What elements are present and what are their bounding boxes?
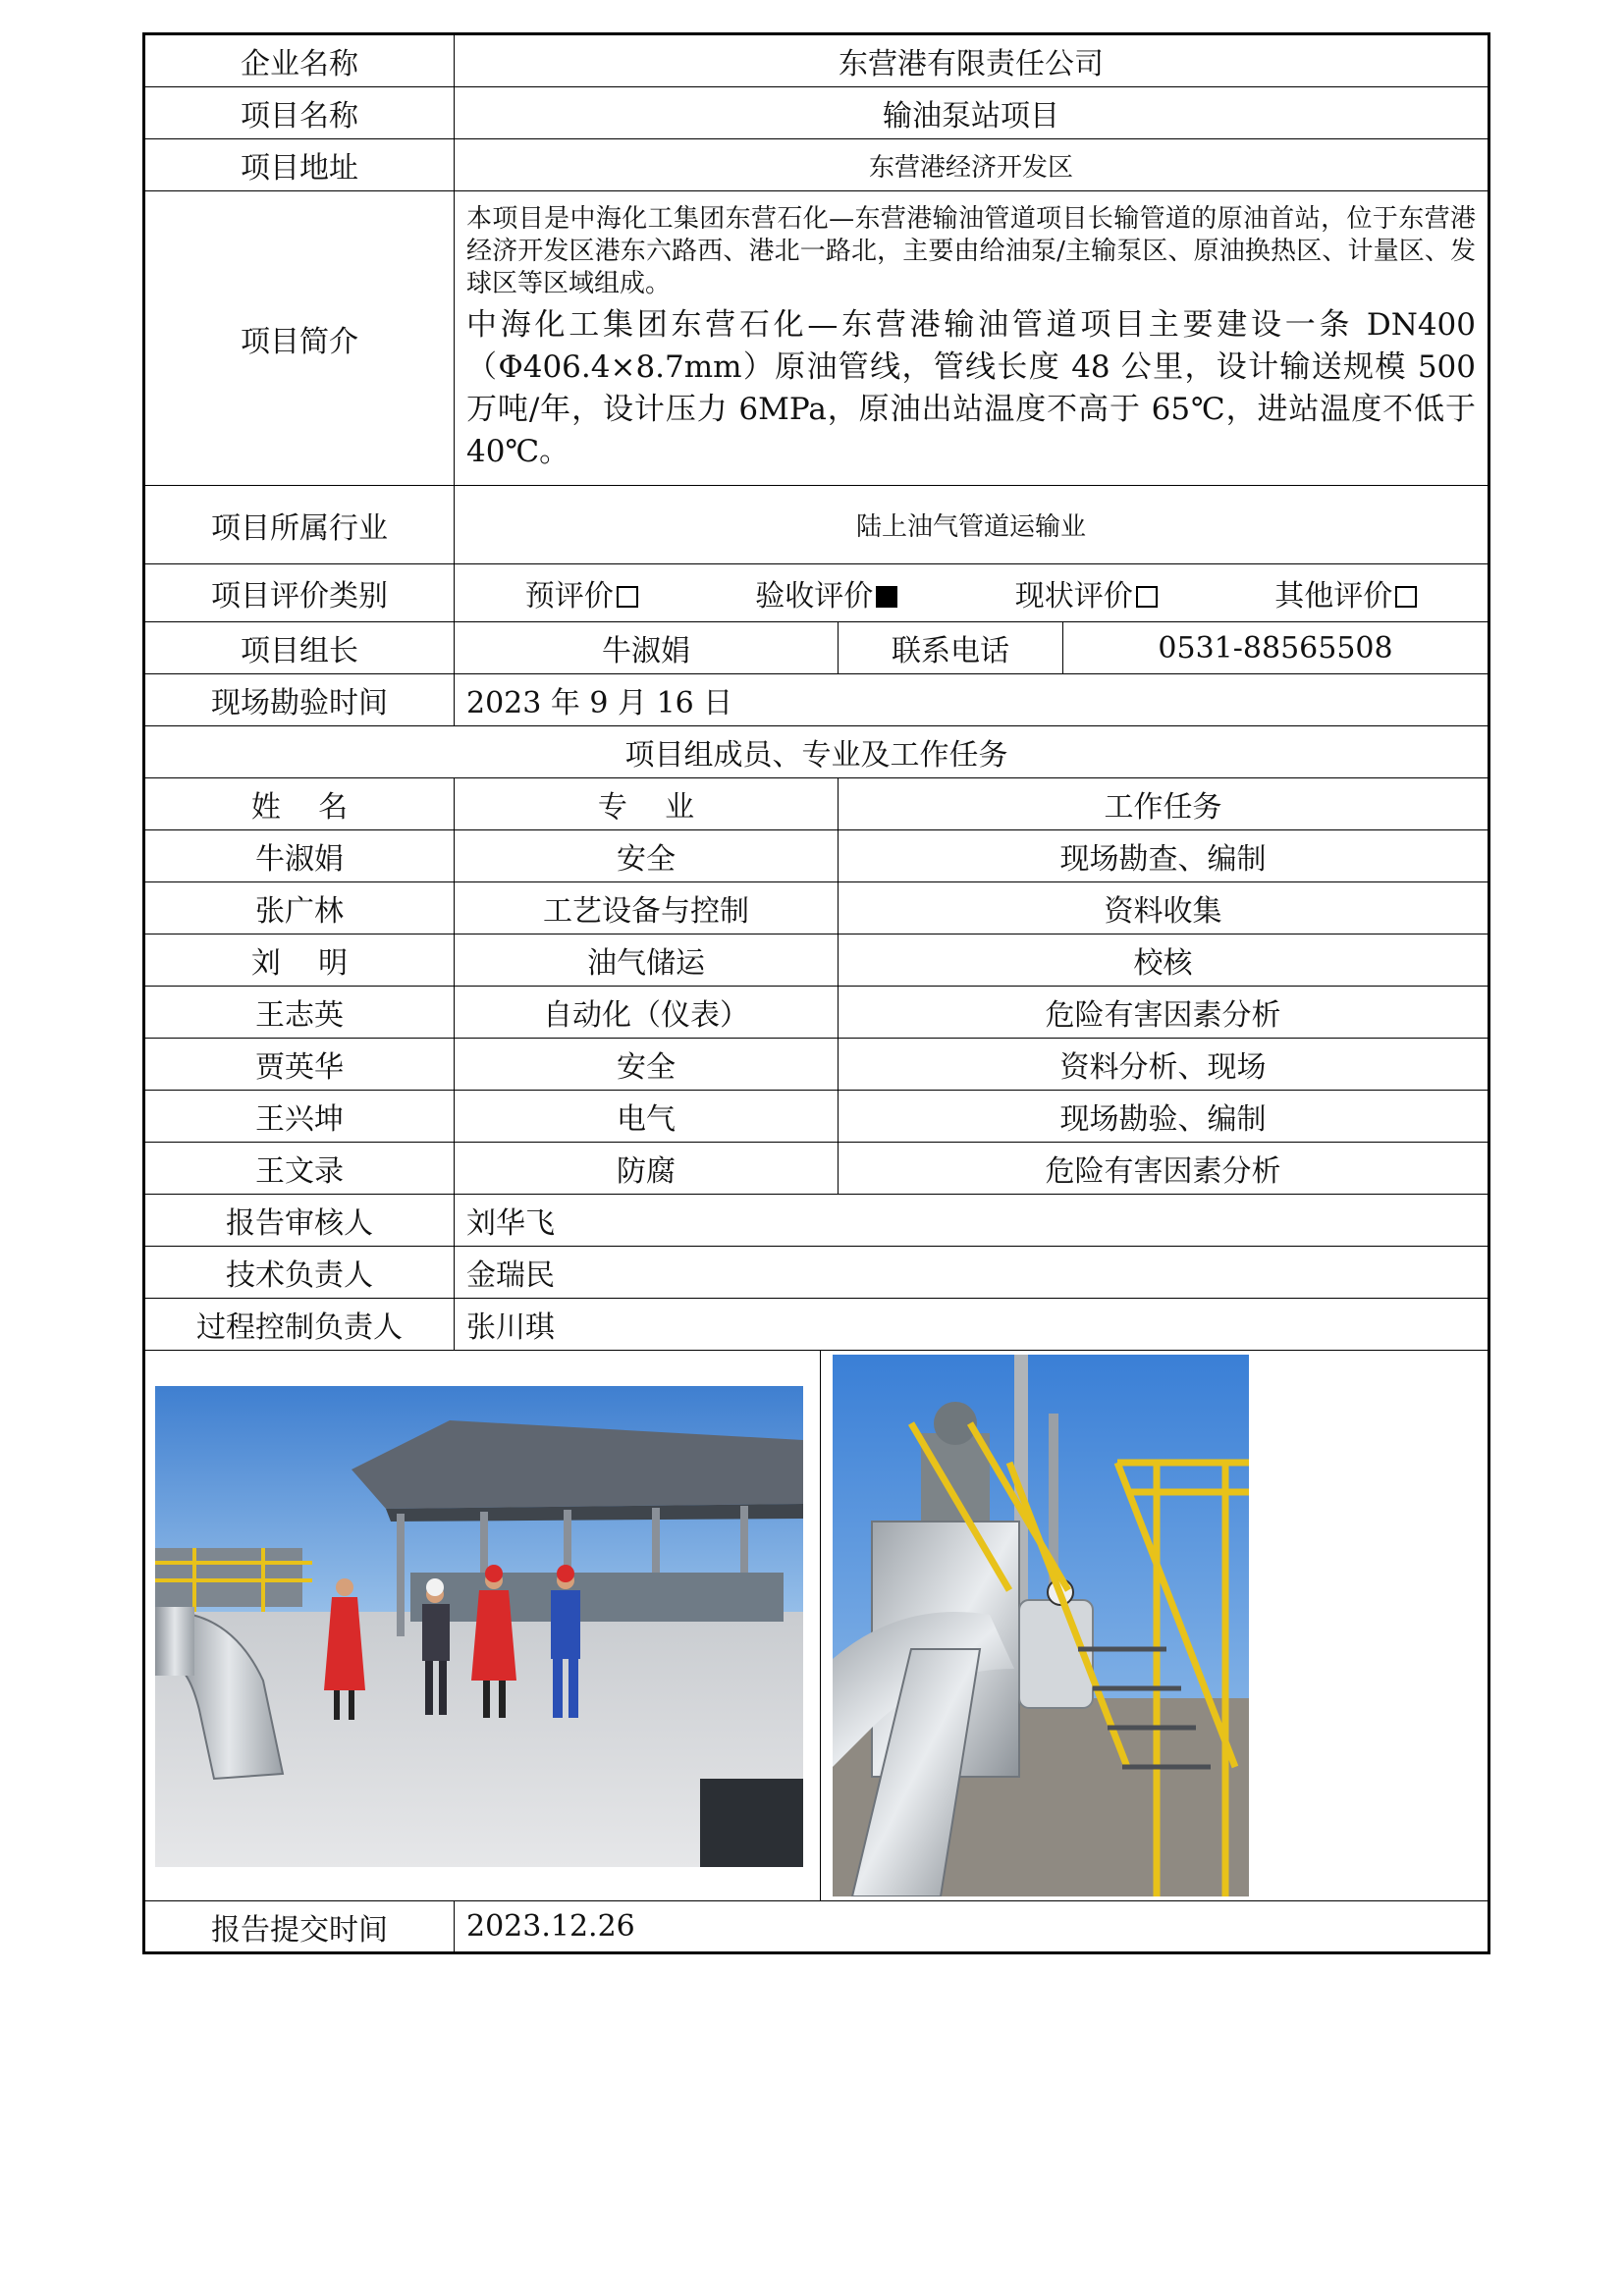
survey-time-row [144,674,1489,726]
table-row [144,882,1489,934]
project-name-label: 项目名称 [144,87,455,139]
member-task: 危险有害因素分析 [839,1143,1489,1195]
member-major: 油气储运 [455,934,839,987]
col-name-header: 姓 名 [144,778,455,830]
member-name: 王志英 [144,987,455,1039]
member-task: 危险有害因素分析 [839,987,1489,1039]
table-row [144,1039,1489,1091]
intro-paragraph-1: 本项目是中海化工集团东营石化—东营港输油管道项目长输管道的原油首站，位于东营港经济开发区港东六路西、港北一路北，主要由给油泵/主输泵区、原油换热区、计量区、发球区等区域组成。 [466,204,1476,298]
intro-paragraph-2: 中海化工集团东营石化—东营港输油管道项目主要建设一条 DN400（Φ406.4×8.7mm）原油管线，管线长度 48 公里，设计输送规模 500 万吨/年，设计压力 6MPa，原油出站温度不高于 65℃，进站温度不低于 40℃。 [466,307,1476,469]
submit-time-row [144,1901,1489,1953]
team-header: 项目组成员、专业及工作任务 [144,726,1489,778]
project-name-value: 输油泵站项目 [455,87,1489,139]
address-value: 东营港经济开发区 [455,139,1489,191]
eval-option-other: 其他评价 [1274,571,1417,614]
reviewer-row [144,1195,1489,1247]
member-major: 工艺设备与控制 [455,882,839,934]
project-name-row [144,87,1489,139]
member-major: 防腐 [455,1143,839,1195]
process-row [144,1299,1489,1351]
table-row [144,987,1489,1039]
table-row [144,1143,1489,1195]
member-major: 自动化（仪表） [455,987,839,1039]
eval-type-options [455,564,1489,622]
site-photo-pipeline [833,1355,1249,1896]
tech-row [144,1247,1489,1299]
member-task: 资料分析、现场 [839,1039,1489,1091]
team-header-row [144,726,1489,778]
table-row [144,830,1489,882]
col-task-header: 工作任务 [839,778,1489,830]
photos-row [144,1351,1489,1901]
reviewer-value: 刘华飞 [455,1195,1489,1247]
member-major: 安全 [455,1039,839,1091]
industry-row [144,486,1489,564]
leader-value: 牛淑娟 [455,622,839,674]
submit-time-label: 报告提交时间 [144,1901,455,1953]
industry-label: 项目所属行业 [144,486,455,564]
photo-divider [820,1351,821,1900]
member-name: 牛淑娟 [144,830,455,882]
member-task: 现场勘验、编制 [839,1091,1489,1143]
member-name: 贾英华 [144,1039,455,1091]
process-label: 过程控制负责人 [144,1299,455,1351]
checkbox-acceptance-eval [876,586,897,608]
address-label: 项目地址 [144,139,455,191]
col-major-header: 专 业 [455,778,839,830]
member-task: 现场勘查、编制 [839,830,1489,882]
member-name: 王文录 [144,1143,455,1195]
leader-row [144,622,1489,674]
eval-type-label: 项目评价类别 [144,564,455,622]
reviewer-label: 报告审核人 [144,1195,455,1247]
eval-option-current: 现状评价 [1015,571,1158,614]
tech-label: 技术负责人 [144,1247,455,1299]
phone-value: 0531-88565508 [1063,622,1489,674]
survey-time-value: 2023 年 9 月 16 日 [455,674,1489,726]
survey-time-label: 现场勘验时间 [144,674,455,726]
intro-label: 项目简介 [144,191,455,486]
intro-content [455,191,1489,486]
leader-label: 项目组长 [144,622,455,674]
member-name: 王兴坤 [144,1091,455,1143]
intro-row [144,191,1489,486]
tech-value: 金瑞民 [455,1247,1489,1299]
table-row [144,934,1489,987]
member-task: 校核 [839,934,1489,987]
team-columns-row [144,778,1489,830]
photos-cell [144,1351,1489,1901]
member-major: 电气 [455,1091,839,1143]
eval-option-pre: 预评价 [525,571,638,614]
process-value: 张川琪 [455,1299,1489,1351]
member-major: 安全 [455,830,839,882]
eval-type-row [144,564,1489,622]
checkbox-other-eval [1395,586,1417,608]
member-name: 张广林 [144,882,455,934]
checkbox-pre-eval [617,586,638,608]
member-task: 资料收集 [839,882,1489,934]
eval-option-acceptance: 验收评价 [755,571,897,614]
phone-label: 联系电话 [839,622,1063,674]
company-row [144,34,1489,87]
industry-value: 陆上油气管道运输业 [455,486,1489,564]
site-photos [145,1351,1488,1900]
table-row [144,1091,1489,1143]
company-value: 东营港有限责任公司 [455,34,1489,87]
site-photo-group [155,1386,803,1867]
checkbox-current-eval [1136,586,1158,608]
submit-time-value: 2023.12.26 [455,1901,1489,1953]
company-label: 企业名称 [144,34,455,87]
report-info-table [142,32,1490,1954]
address-row [144,139,1489,191]
member-name: 刘 明 [144,934,455,987]
